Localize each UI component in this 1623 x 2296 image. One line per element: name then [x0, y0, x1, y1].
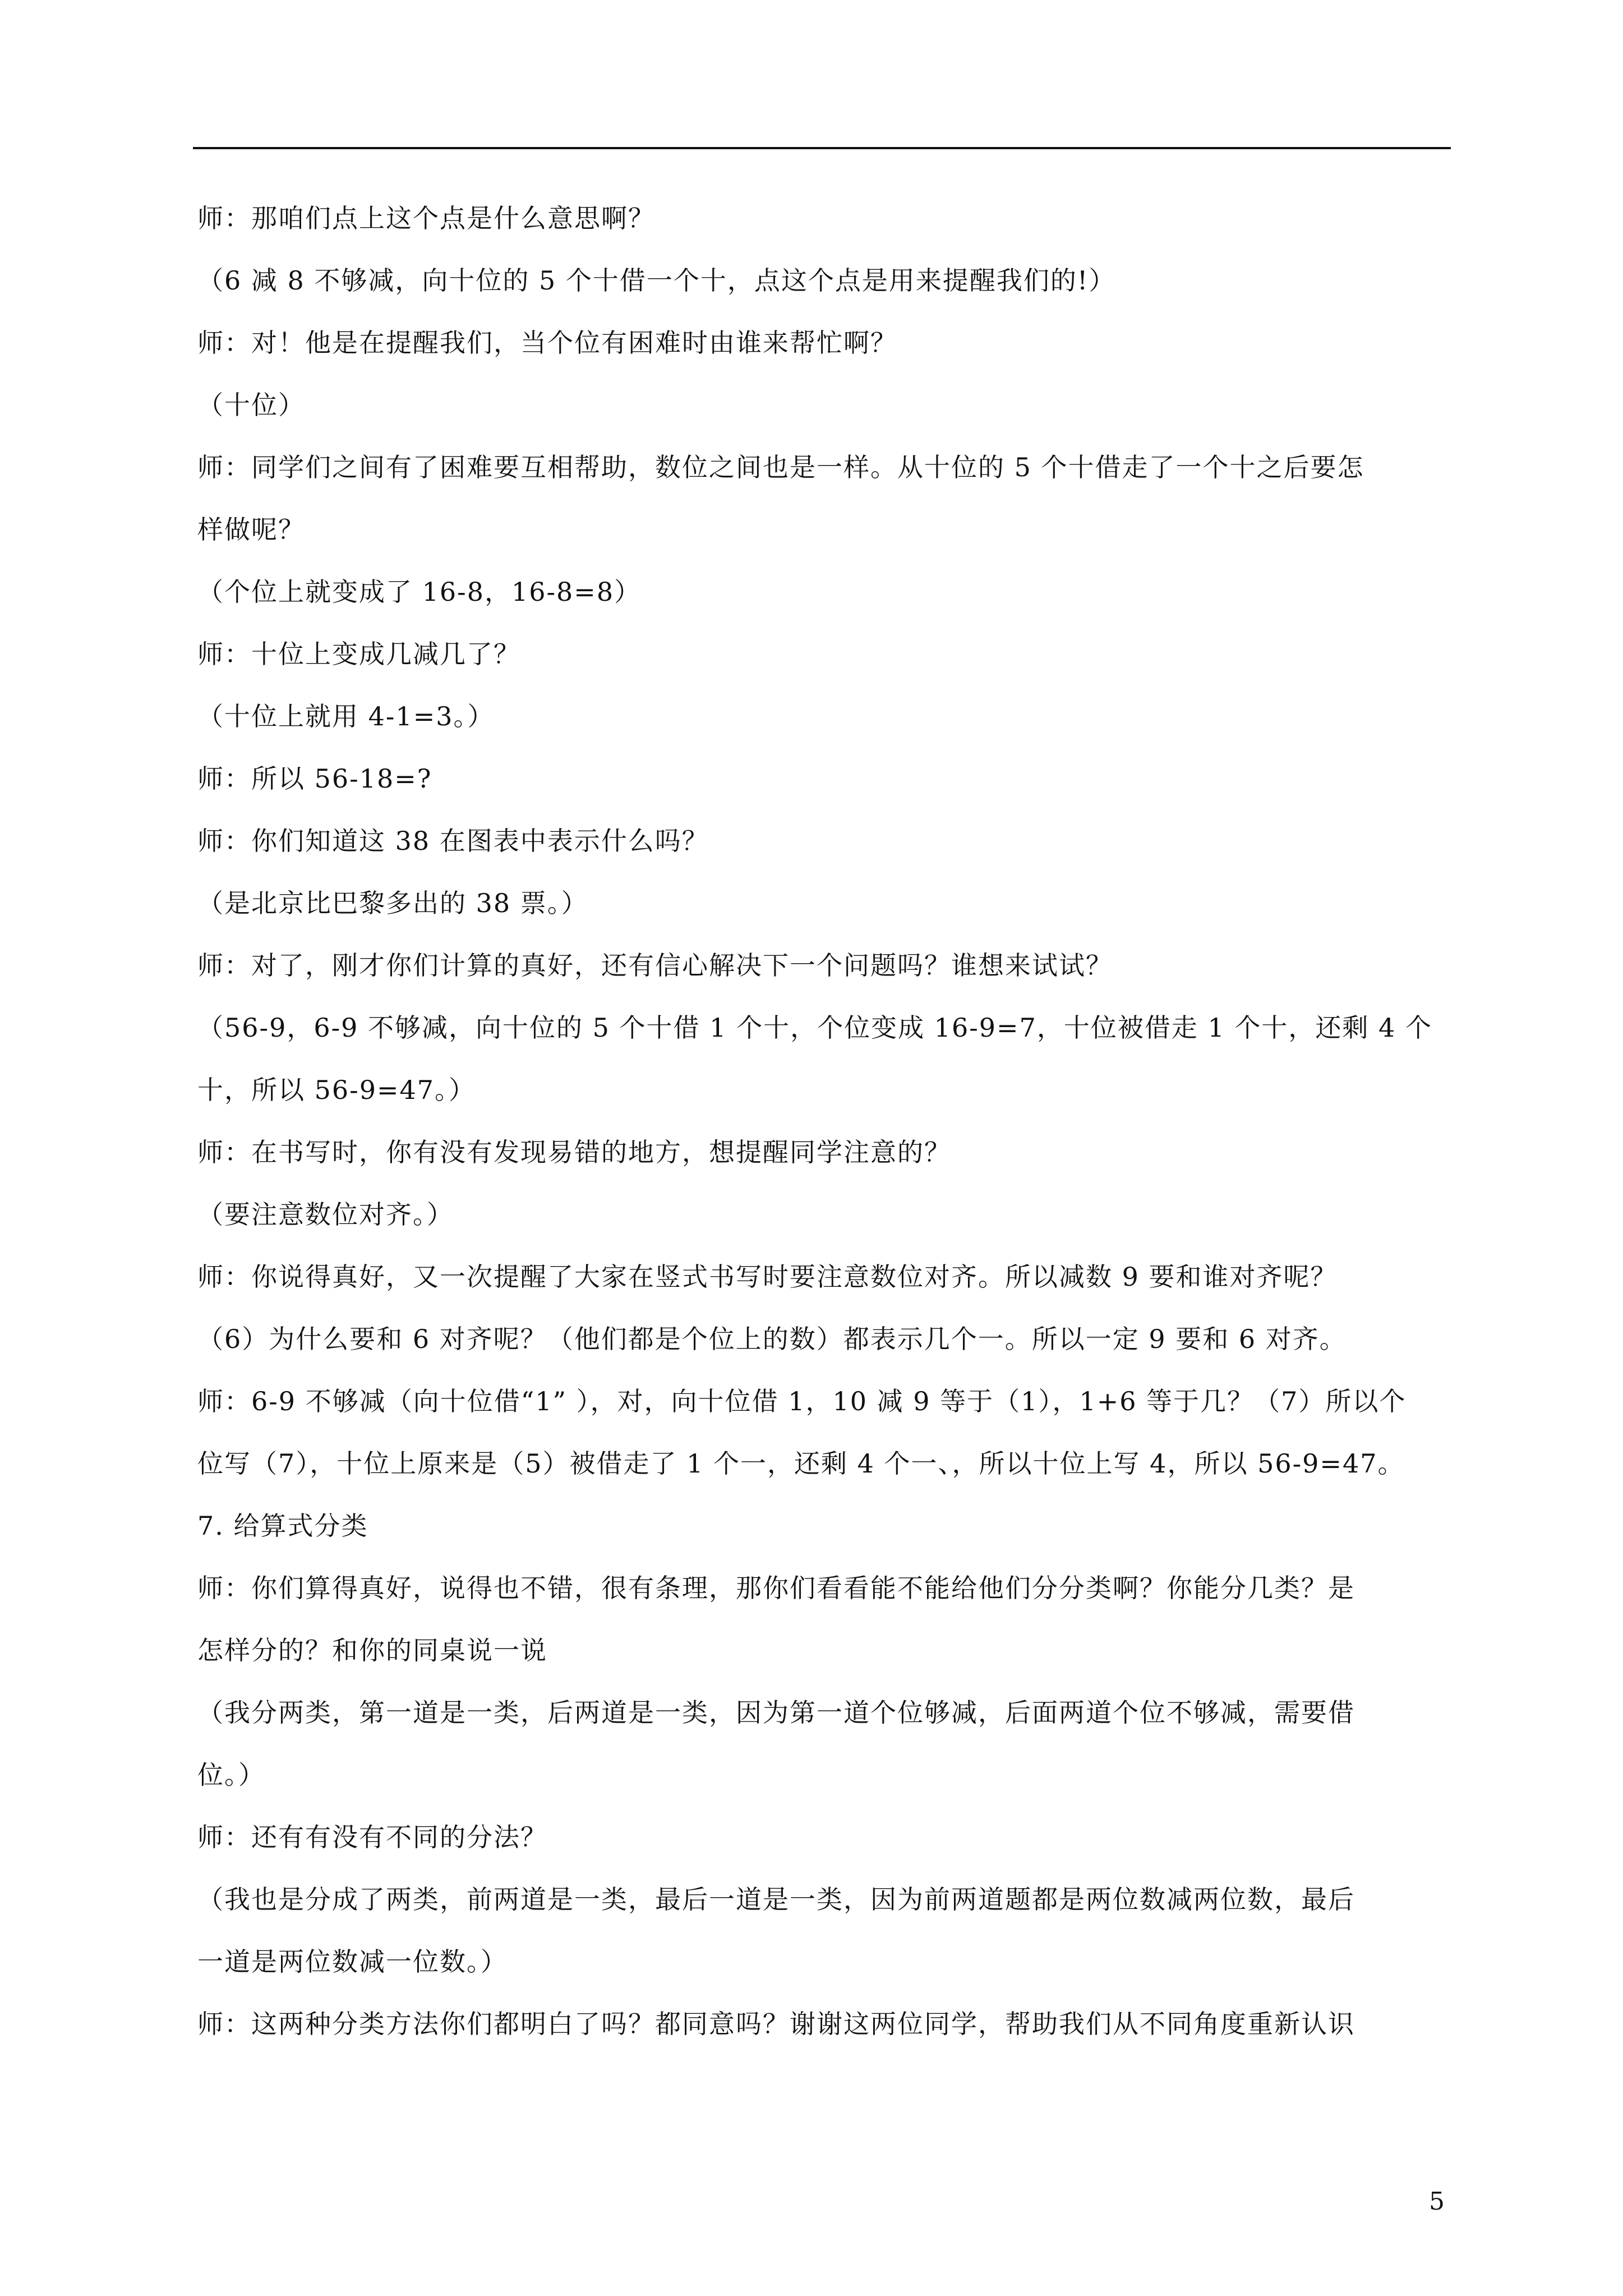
text-line: 一道是两位数减一位数。） — [197, 1947, 508, 1977]
text-line: （要注意数位对齐。） — [197, 1199, 454, 1230]
text-line: （十位） — [197, 390, 305, 420]
text-line: 师：还有有没有不同的分法？ — [197, 1822, 547, 1852]
text-line: 师：这两种分类方法你们都明白了吗？都同意吗？谢谢这两位同学，帮助我们从不同角度重新认识 — [197, 2009, 1355, 2039]
page-number: 5 — [1429, 2187, 1445, 2216]
text-line: 师：所以 56-18=? — [197, 763, 432, 794]
text-line: （是北京比巴黎多出的 38 票。） — [197, 888, 588, 918]
document-body — [197, 202, 1451, 2040]
text-line: （56-9，6-9 不够减，向十位的 5 个十借 1 个十，个位变成 16-9=7，十位被借走 1 个十，还剩 4 个 — [197, 1013, 1432, 1043]
text-line: 师：你说得真好，又一次提醒了大家在竖式书写时要注意数位对齐。所以减数 9 要和谁对齐呢？ — [197, 1262, 1338, 1292]
header-rule — [193, 147, 1451, 149]
text-line: 师：十位上变成几减几了？ — [197, 639, 520, 669]
text-line: 师：对！他是在提醒我们，当个位有困难时由谁来帮忙啊？ — [197, 328, 897, 358]
text-line: 位。） — [197, 1760, 265, 1790]
text-line: 师：在书写时，你有没有发现易错的地方，想提醒同学注意的？ — [197, 1137, 951, 1167]
text-line: （十位上就用 4-1=3。） — [197, 701, 495, 731]
text-line: （6）为什么要和 6 对齐呢？（他们都是个位上的数）都表示几个一。所以一定 9 要和 6 对齐。 — [197, 1324, 1347, 1354]
text-line: （6 减 8 不够减，向十位的 5 个十借一个十，点这个点是用来提醒我们的!） — [197, 265, 1116, 296]
text-line: 师：对了，刚才你们计算的真好，还有信心解决下一个问题吗？谁想来试试？ — [197, 950, 1113, 981]
text-line: 师：那咱们点上这个点是什么意思啊？ — [197, 203, 655, 233]
text-line: 位写（7），十位上原来是（5）被借走了 1 个一，还剩 4 个一、，所以十位上写 4，所以 56-9=47。 — [197, 1448, 1405, 1479]
text-line: 样做呢？ — [197, 514, 305, 545]
text-line: 怎样分的？和你的同桌说一说 — [197, 1635, 547, 1665]
section-heading: 7. 给算式分类 — [197, 1511, 368, 1541]
text-line: （我分两类，第一道是一类，后两道是一类，因为第一道个位够减，后面两道个位不够减，需要借 — [197, 1697, 1355, 1728]
text-line: 师：6-9 不够减（向十位借“1” ），对，向十位借 1，10 减 9 等于（1），1+6 等于几？（7）所以个 — [197, 1386, 1407, 1416]
text-line: 师：你们算得真好，说得也不错，很有条理，那你们看看能不能给他们分分类啊？你能分几类？是 — [197, 1573, 1355, 1603]
text-line: （个位上就变成了 16-8，16-8=8） — [197, 577, 642, 607]
text-line: 师：你们知道这 38 在图表中表示什么吗？ — [197, 826, 709, 856]
text-line: （我也是分成了两类，前两道是一类，最后一道是一类，因为前两道题都是两位数减两位数，最后 — [197, 1884, 1355, 1915]
text-line: 十，所以 56-9=47。） — [197, 1075, 476, 1105]
text-line: 师：同学们之间有了困难要互相帮助，数位之间也是一样。从十位的 5 个十借走了一个十之后要怎 — [197, 452, 1364, 482]
